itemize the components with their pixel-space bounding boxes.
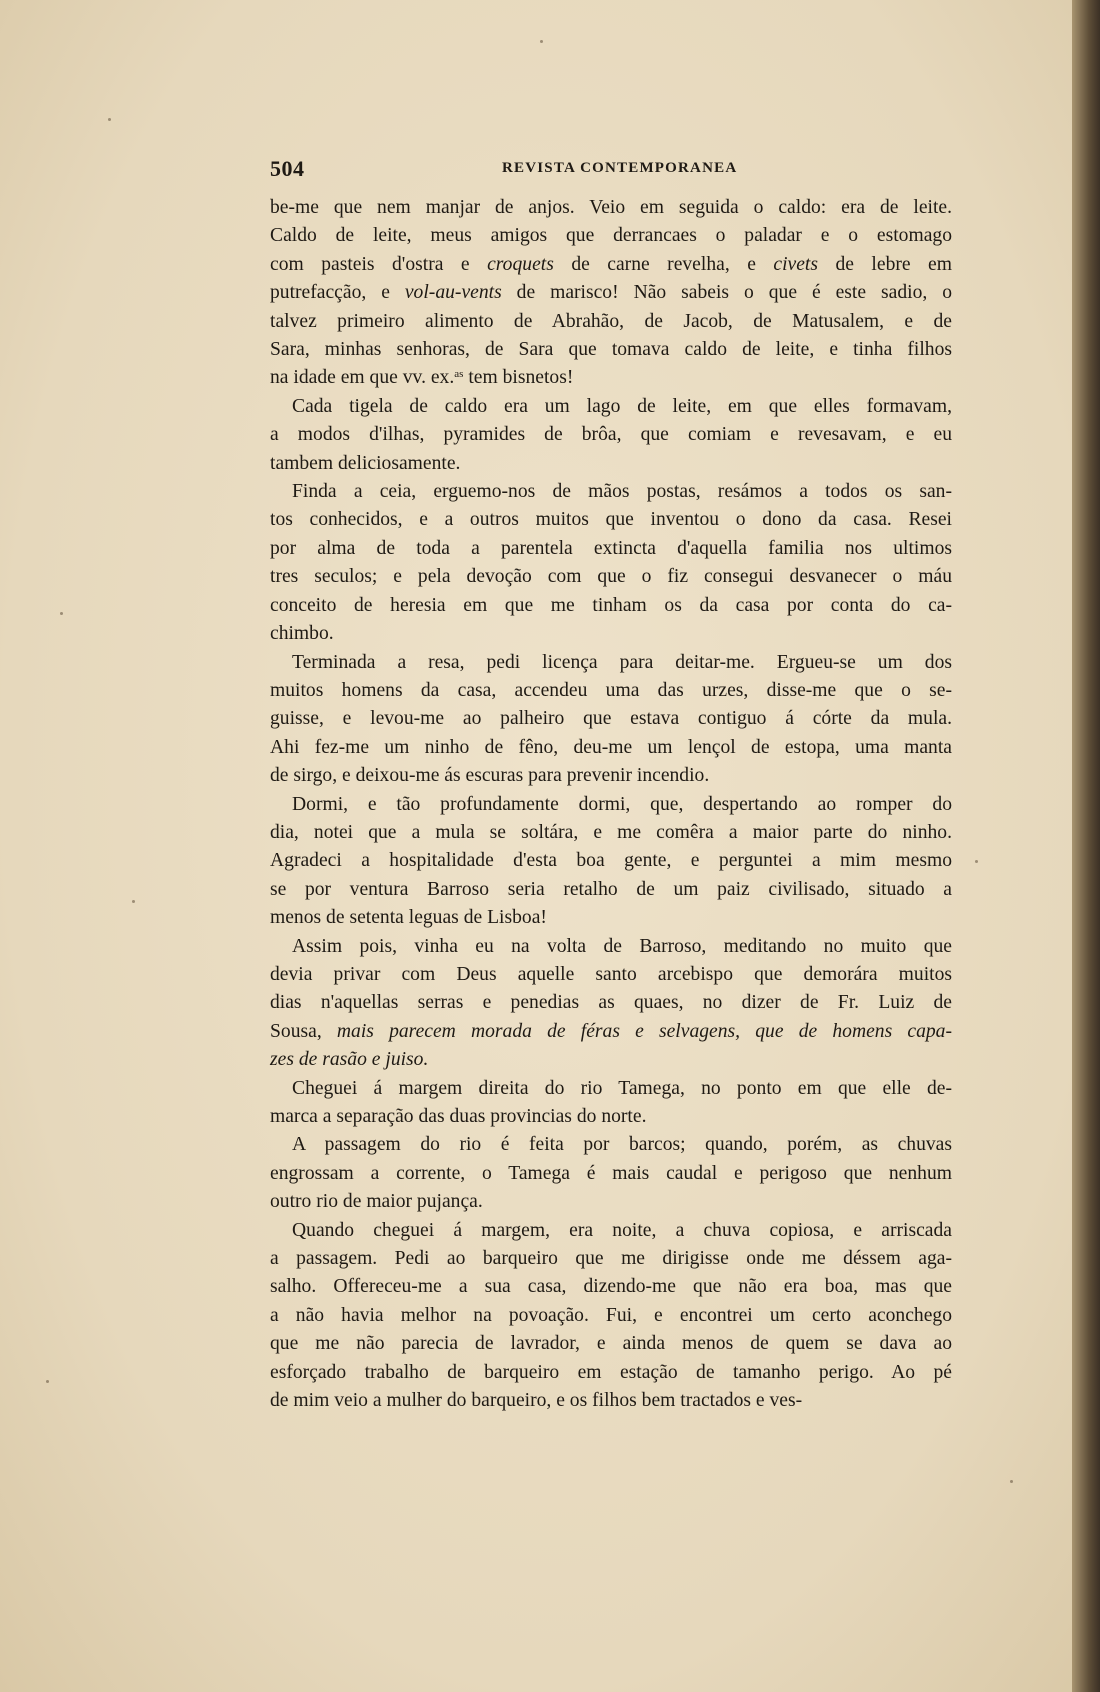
text-line: Terminada a resa, pedi licença para deitar-me. Ergueu-se um dos (292, 651, 952, 673)
text-line: salho. Offereceu-me a sua casa, dizendo-me que não era boa, mas que (270, 1276, 952, 1298)
text-line: de mim veio a mulher do barqueiro, e os filhos bem tractados e ves- (270, 1390, 803, 1412)
text-line: conceito de heresia em que me tinham os da casa por conta do ca- (270, 594, 952, 616)
text-line: putrefacção, e vol-au-vents de marisco! Não sabeis o que é este sadio, o (270, 282, 953, 304)
text-line: tambem deliciosamente. (270, 452, 461, 474)
text-line: tos conhecidos, e a outros muitos que inventou o dono da casa. Resei (270, 509, 952, 531)
text-line: se por ventura Barroso seria retalho de um paiz civilisado, situado a (270, 878, 952, 900)
text-line: A passagem do rio é feita por barcos; quando, porém, as chuvas (292, 1134, 952, 1156)
text-line: Sousa, mais parecem morada de féras e selvagens, que de homens capa- (270, 1020, 952, 1042)
paragraph (270, 393, 952, 478)
text-line: Caldo de leite, meus amigos que derrancaes o paladar e o estomago (270, 225, 952, 247)
text-line: com pasteis d'ostra e croquets de carne revelha, e civets de lebre em (270, 253, 952, 275)
body-text (270, 194, 952, 1415)
paragraph (270, 1131, 952, 1216)
text-line: a não havia melhor na povoação. Fui, e encontrei um certo aconchego (270, 1304, 952, 1326)
text-line: guisse, e levou-me ao palheiro que estava contiguo á córte da mula. (270, 708, 952, 730)
text-line: de sirgo, e deixou-me ás escuras para prevenir incendio. (270, 765, 710, 787)
text-line: chimbo. (270, 623, 334, 645)
text-line: Finda a ceia, erguemo-nos de mãos postas, resámos a todos os san- (292, 481, 952, 503)
text-line: Ahi fez-me um ninho de fêno, deu-me um lençol de estopa, uma manta (270, 736, 952, 758)
paragraph (270, 649, 952, 791)
paragraph (270, 1075, 952, 1132)
page-binding-edge (1072, 0, 1100, 1692)
text-line: talvez primeiro alimento de Abrahão, de Jacob, de Matusalem, e de (270, 310, 952, 332)
text-line: dias n'aquellas serras e penedias as quaes, no dizer de Fr. Luiz de (270, 992, 952, 1014)
text-line: menos de setenta leguas de Lisboa! (270, 907, 547, 929)
text-line: devia privar com Deus aquelle santo arcebispo que demorára muitos (270, 963, 952, 985)
text-line: Assim pois, vinha eu na volta de Barroso, meditando no muito que (292, 935, 952, 957)
paper-speck (132, 900, 135, 903)
text-line: por alma de toda a parentela extincta d'aquella familia nos ultimos (270, 537, 952, 559)
text-line: Quando cheguei á margem, era noite, a chuva copiosa, e arriscada (292, 1219, 952, 1241)
text-line: engrossam a corrente, o Tamega é mais caudal e perigoso que nenhum (270, 1162, 952, 1184)
page-number: 504 (270, 156, 305, 181)
text-line: Cada tigela de caldo era um lago de leite, em que elles formavam, (292, 395, 952, 417)
text-line: zes de rasão e juiso. (270, 1049, 429, 1071)
text-line: Agradeci a hospitalidade d'esta boa gente, e perguntei a mim mesmo (270, 850, 952, 872)
text-line: be-me que nem manjar de anjos. Veio em seguida o caldo: era de leite. (270, 197, 952, 218)
text-line: na idade em que vv. ex.$^{as}$ tem bisnetos! (270, 367, 574, 389)
text-line: a modos d'ilhas, pyramides de brôa, que comiam e revesavam, e eu (270, 424, 952, 446)
text-line: dia, notei que a mula se soltára, e me comêra a maior parte do ninho. (270, 821, 952, 843)
text-line: marca a separação das duas provincias do norte. (270, 1106, 647, 1127)
text-line: Cheguei á margem direita do rio Tamega, no ponto em que elle de- (292, 1077, 952, 1099)
text-line: Dormi, e tão profundamente dormi, que, despertando ao romper do (292, 793, 952, 815)
paragraph (270, 1217, 952, 1416)
text-line: Sara, minhas senhoras, de Sara que tomava caldo de leite, e tinha filhos (270, 339, 952, 361)
paper-speck (975, 860, 978, 863)
paper-speck (1010, 1480, 1013, 1483)
paper-speck (540, 40, 543, 43)
paragraph (270, 194, 952, 393)
paragraph (270, 478, 952, 648)
text-line: tres seculos; e pela devoção com que o fiz consegui desvanecer o máu (270, 566, 952, 588)
paper-speck (60, 612, 63, 615)
text-line: outro rio de maior pujança. (270, 1191, 483, 1213)
text-line: que me não parecia de lavrador, e ainda menos de quem se dava ao (270, 1333, 952, 1355)
text-line: muitos homens da casa, accendeu uma das urzes, disse-me que o se- (270, 679, 952, 701)
journal-title: REVISTA CONTEMPORANEA (502, 160, 738, 176)
paragraph (270, 791, 952, 933)
paper-speck (108, 118, 111, 121)
paragraph (270, 933, 952, 1075)
text-line: a passagem. Pedi ao barqueiro que me dirigisse onde me déssem aga- (270, 1248, 952, 1270)
text-line: esforçado trabalho de barqueiro em estação de tamanho perigo. Ao pé (270, 1361, 952, 1383)
paper-speck (46, 1380, 49, 1383)
running-head (270, 156, 950, 182)
